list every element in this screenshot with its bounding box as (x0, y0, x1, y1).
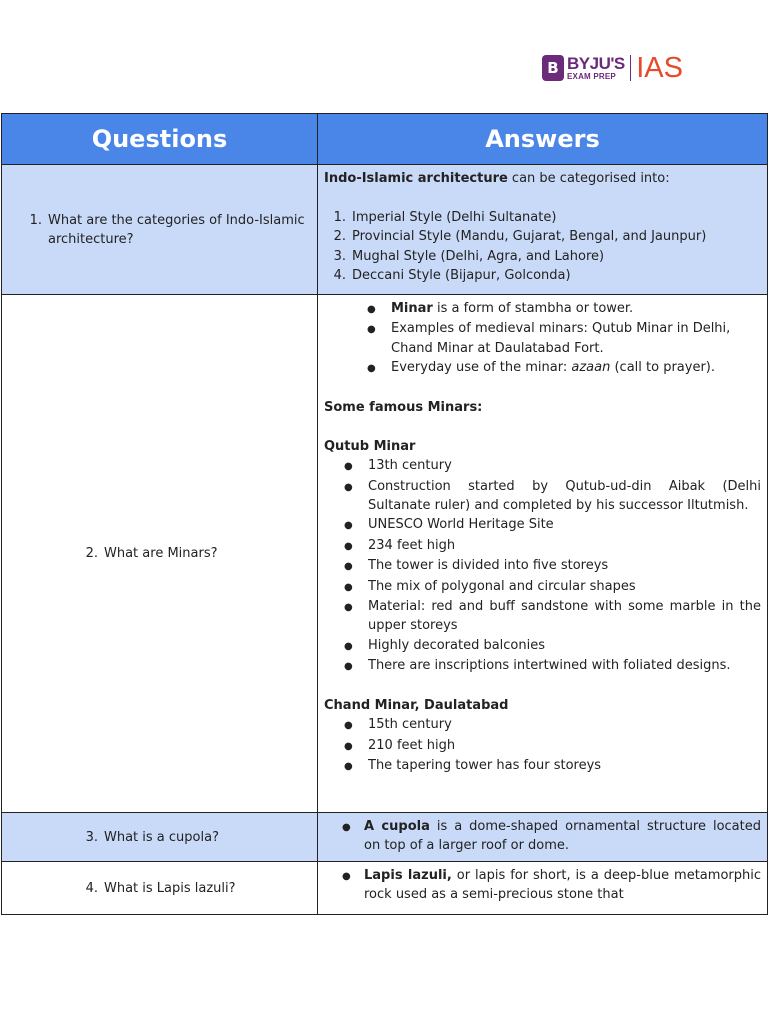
question-number: 1. (29, 212, 42, 228)
list-item (324, 536, 761, 556)
answer-cell (318, 165, 768, 295)
list-item (324, 456, 761, 476)
lapis-answer (324, 866, 761, 905)
list-number: 3. (333, 248, 346, 264)
table-row (2, 813, 768, 862)
list-text: Provincial Style (Mandu, Gujarat, Bengal, and Jaunpur) (352, 229, 707, 245)
logo-brand: BYJU'S (567, 54, 625, 73)
chand-minar-heading: Chand Minar, Daulatabad (324, 698, 509, 714)
list-item (324, 358, 761, 378)
list-text: is a dome-shaped ornamental structure located on top of a larger roof or dome. (364, 819, 761, 854)
list-item (324, 866, 761, 905)
question-text: What is Lapis lazuli? (104, 880, 236, 896)
question-text: What are Minars? (104, 546, 218, 561)
list-item (324, 247, 761, 266)
list-item (324, 299, 761, 319)
minar-definition-list (324, 299, 761, 379)
list-item (324, 817, 761, 856)
bold-term: Lapis lazuli, (364, 868, 452, 883)
bullet-icon (324, 299, 391, 319)
list-item (324, 556, 761, 576)
list-text: 234 feet high (368, 537, 456, 553)
list-text: The tower is divided into five storeys (368, 558, 609, 574)
answer-bold-term: Indo-Islamic architecture (324, 171, 508, 186)
bullet-icon (324, 736, 368, 756)
list-text: Construction started by Qutub-ud-din Aibak (Delhi Sultanate ruler) and completed by his successor Iltutmish. (368, 478, 761, 514)
list-text: Imperial Style (Delhi Sultanate) (352, 209, 557, 225)
table-header-row (2, 114, 768, 165)
bullet-icon (324, 866, 364, 905)
answer-cell (318, 862, 768, 915)
list-number: 4. (333, 268, 346, 284)
question-text: What are the categories of Indo-Islamic architecture? (48, 212, 305, 247)
list-item (324, 656, 761, 676)
list-item (324, 227, 761, 246)
list-text: Everyday use of the minar: (391, 360, 572, 376)
list-text: (call to prayer). (610, 360, 716, 376)
list-text: Mughal Style (Delhi, Agra, and Lahore) (352, 248, 605, 264)
answer-cell (318, 295, 768, 813)
answer-cell (318, 813, 768, 862)
logo-sub: EXAM PREP (567, 72, 616, 81)
bold-term: Minar (391, 301, 433, 316)
list-text: The tapering tower has four storeys (368, 758, 602, 774)
qutub-minar-heading: Qutub Minar (324, 438, 416, 454)
list-text: 15th century (368, 717, 452, 733)
bullet-icon (324, 456, 368, 476)
cupola-answer (324, 817, 761, 856)
list-item (324, 597, 761, 636)
question-cell (2, 862, 318, 915)
table-row (2, 295, 768, 813)
list-item (324, 477, 761, 516)
table-row (2, 165, 768, 295)
bullet-icon (324, 656, 368, 676)
byjus-badge-icon (542, 55, 564, 81)
list-text: The mix of polygonal and circular shapes (368, 578, 636, 594)
bullet-icon (324, 715, 368, 735)
list-item (324, 715, 761, 735)
bold-term: A cupola (364, 819, 430, 834)
question-cell (2, 813, 318, 862)
list-text: 210 feet high (368, 737, 456, 753)
list-item (324, 515, 761, 535)
byjus-ias-logo (542, 52, 683, 84)
list-text: UNESCO World Heritage Site (368, 517, 554, 533)
questions-header: Questions (2, 114, 318, 165)
list-item (324, 736, 761, 756)
chand-minar-list (324, 715, 761, 776)
bullet-icon (324, 515, 368, 535)
logo-divider (630, 55, 632, 81)
bullet-icon (324, 536, 368, 556)
italic-term: azaan (571, 360, 611, 376)
bullet-icon (324, 556, 368, 576)
list-text: is a form of stambha or tower. (432, 301, 634, 316)
list-text: There are inscriptions intertwined with foliated designs. (368, 658, 731, 674)
list-text: or lapis for short, is a deep-blue metamorphic rock used as a semi-precious stone that (364, 868, 761, 903)
list-item (324, 577, 761, 597)
question-text: What is a cupola? (104, 829, 219, 845)
answers-header: Answers (318, 114, 768, 165)
answer-intro: can be categorised into: (507, 171, 670, 186)
list-item (324, 756, 761, 776)
bullet-icon (324, 577, 368, 597)
logo-mark: B (547, 58, 559, 77)
list-item (324, 208, 761, 227)
list-text: Highly decorated balconies (368, 637, 546, 653)
table-row (2, 862, 768, 915)
category-list (324, 208, 761, 286)
question-cell (2, 295, 318, 813)
bullet-icon (324, 756, 368, 776)
bullet-icon (324, 636, 368, 656)
list-text: 13th century (368, 458, 452, 474)
bullet-icon (324, 358, 391, 378)
bullet-icon (324, 319, 391, 358)
bullet-icon (324, 597, 368, 636)
qa-table (1, 113, 768, 915)
question-cell (2, 165, 318, 295)
list-text: Examples of medieval minars: Qutub Minar in Delhi, Chand Minar at Daulatabad Fort. (391, 321, 731, 356)
question-number: 2. (85, 546, 98, 561)
bullet-icon (324, 477, 368, 516)
bullet-icon (324, 817, 364, 856)
list-item (324, 266, 761, 285)
question-number: 4. (85, 880, 98, 896)
list-text: Material: red and buff sandstone with some marble in the upper storeys (368, 599, 761, 634)
list-item (324, 319, 761, 358)
list-item (324, 636, 761, 656)
question-number: 3. (85, 829, 98, 845)
famous-minars-heading: Some famous Minars: (324, 400, 483, 416)
list-number: 1. (333, 209, 346, 225)
logo-ias: IAS (636, 51, 683, 84)
list-text: Deccani Style (Bijapur, Golconda) (352, 268, 571, 284)
qutub-minar-list (324, 456, 761, 676)
list-number: 2. (333, 229, 346, 245)
